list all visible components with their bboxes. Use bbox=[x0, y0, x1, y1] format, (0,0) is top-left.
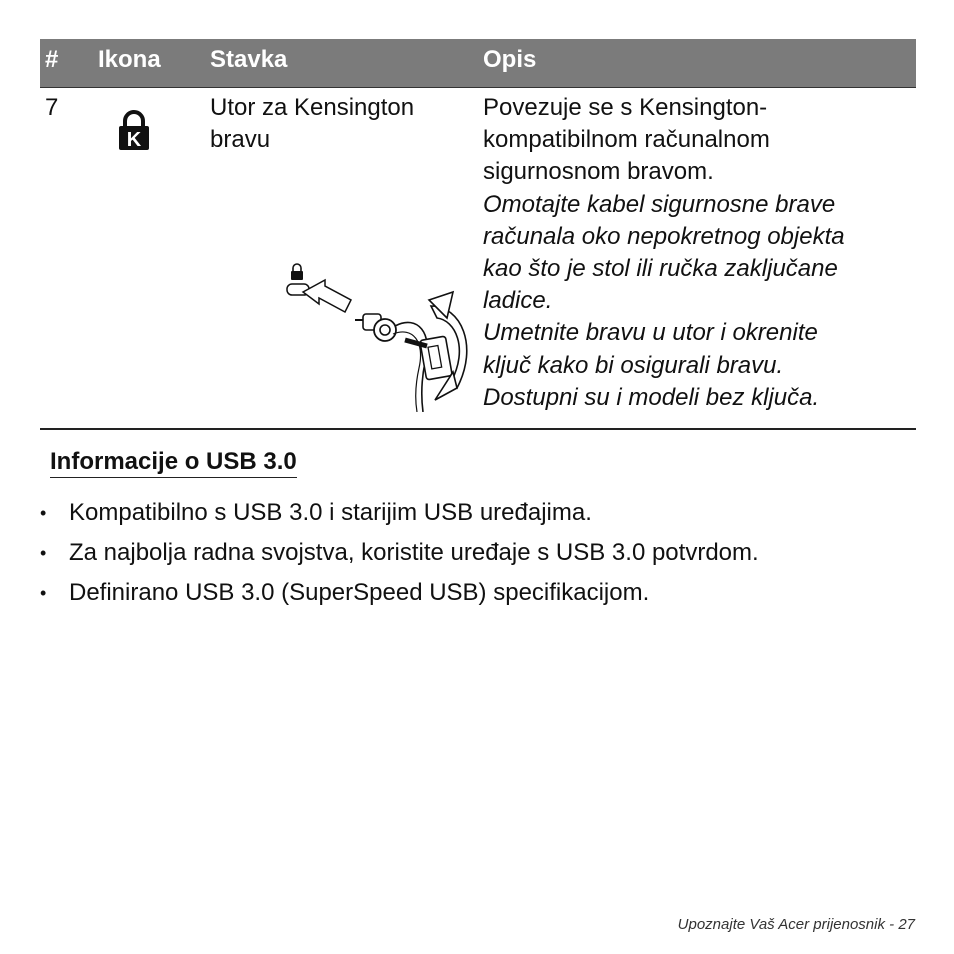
item-name: Utor za Kensington bravu bbox=[210, 94, 415, 154]
page-footer: Upoznajte Vaš Acer prijenosnik - 27 bbox=[677, 916, 915, 933]
svg-text:K: K bbox=[126, 129, 142, 150]
header-item: Stavka bbox=[210, 46, 288, 73]
bullet-list bbox=[40, 497, 759, 617]
kensington-lock-icon bbox=[118, 110, 150, 159]
list-item: • Definirano USB 3.0 (SuperSpeed USB) specifikacijom. bbox=[40, 577, 759, 617]
list-item: • Za najbolja radna svojstva, koristite uređaje s USB 3.0 potvrdom. bbox=[40, 537, 759, 577]
table-header bbox=[40, 39, 916, 88]
bullet-icon: • bbox=[40, 543, 47, 563]
small-lock-icon bbox=[291, 264, 303, 280]
kensington-lock-illustration bbox=[243, 222, 478, 421]
feature-table bbox=[40, 39, 916, 430]
row-number: 7 bbox=[45, 94, 59, 121]
bullet-icon: • bbox=[40, 583, 47, 603]
header-num: # bbox=[45, 46, 59, 73]
header-icon: Ikona bbox=[98, 46, 161, 73]
list-item: • Kompatibilno s USB 3.0 i starijim USB uređajima. bbox=[40, 497, 759, 537]
bullet-icon: • bbox=[40, 503, 47, 523]
section-title: Informacije o USB 3.0 bbox=[50, 448, 297, 478]
table-row bbox=[40, 88, 916, 430]
header-desc: Opis bbox=[483, 46, 537, 73]
item-description: Povezuje se s Kensington- kompatibilnom računalnom sigurnosnom bravom. Omotajte kabel sigurnosne brave računala oko nepokretnog objekta kao što je stol ili ručka zaključane ladice. Umetnite bravu u utor i okrenite ključ kako bi osigurali bravu. Dostupni su i modeli bez ključa. bbox=[483, 94, 845, 411]
